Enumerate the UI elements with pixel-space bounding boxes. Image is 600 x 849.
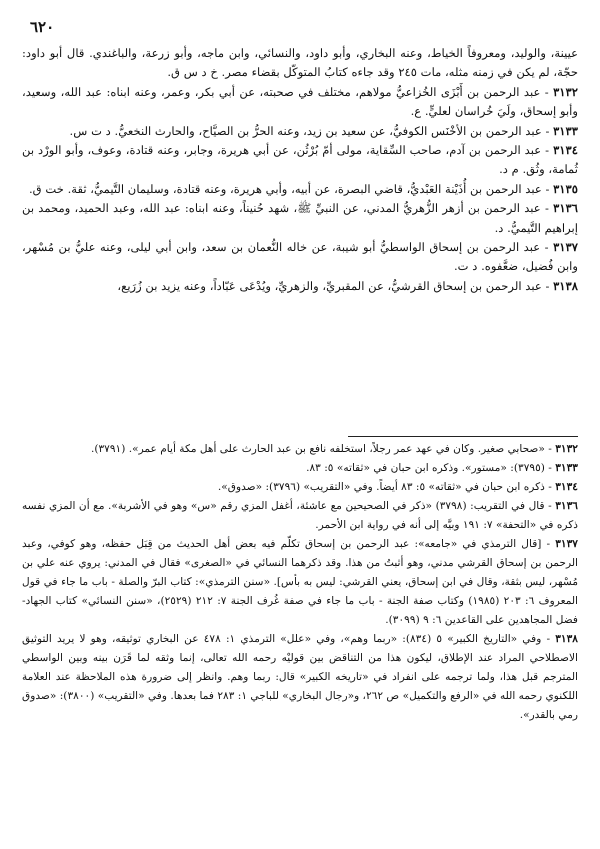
entry-text: عبد الرحمن بن إسحاق الواسطيُّ أبو شيبة، عن خاله النُّعمان بن سعد، وابن أبي ليلى، وعنه عليُّ بن مُسْهر، وابن فُضيل، ضعَّفوه. د ت. <box>22 240 578 274</box>
footnote-3138: ٣١٣٨ - وفي «التاريخ الكبير» ٥ (٨٣٤): «ربما وهم»، وفي «علل» الترمذي ١: ٤٧٨ عن البخاري توثيقه، وهو لا يريد التوثيق الاصطلاحي المراد عند الإطلاق، ليكون هذا من التناقض بين قوليْه رحمه الله تعالى، إنما وثقه لما قَرَن بينه وبين الواسطي المترجم قبل هذا، ولما ترجمه على انفراد في «تاريخه الكبير» قال: ربما وهم. وانظر إلى ضرورة هذه الملاحظة عند العلامة اللكنوي رحمه الله في «الرفع والتكميل» ص ٢٦٢، و«رجال البخاري» للباجي ١: ٢٨٣ فما بعدها. وفي «التقريب» (٣٨٠٠): «صدوق رمي بالقدر». <box>22 633 578 721</box>
footnote-3134: ٣١٣٤ - ذكره ابن حبان في «ثقاته» ٥: ٨٣ أيضاً. وفي «التقريب» (٣٧٩٦): «صدوق». <box>217 481 578 493</box>
entry-text: عبد الرحمن بن أُذَيْنة العَبْديُّ، قاضي البصرة، عن أبيه، وأبي هريرة، وعنه قتادة، وسليمان التَّيميُّ، ثقة. خت ق. <box>28 181 542 196</box>
footnote-text: (٣٧٩٥): «مستور». وذكره ابن حبان في «ثقاته» ٥: ٨٣. <box>306 462 545 474</box>
entry-3137: ٣١٣٧ - عبد الرحمن بن إسحاق الواسطيُّ أبو شيبة، عن خاله النُّعمان بن سعد، وابن أبي ليلى، وعنه عليُّ بن مُسْهر، وابن فُضيل، ضعَّفوه. د ت. <box>22 240 578 274</box>
footnote-number: ٣١٣٤ <box>555 481 578 493</box>
footnote-3137: ٣١٣٧ - [قال الترمذي في «جامعه»: عبد الرحمن بن إسحاق تكلّم فيه بعض أهل الحديث من قِبَل حفظه، وهو كوفي، وعبد الرحمن بن إسحاق القرشي مدني، وهو أثبتُ من هذا. وقد ذكرهما النسائي في «الصغرى» فقال في المدني: يروي عنه علي بن مُسْهر، ليس بثقة، وقال في ابن إسحاق، يعني القرشي: ليس به بأس]. «سنن الترمذي»: كتاب البرّ والصلة - باب ما جاء في قول المعروف ٦: ٢٠٣ (١٩٨٥) وكتاب صفة الجنة - باب ما جاء في صفة غُرف الجنة ٧: ٢١٢ (٢٥٢٩)، «سنن النسائي» كتاب الجهاد- فضل المجاهدين على القاعدين ٦: ٩ (٣٠٩٩). <box>22 538 578 626</box>
footnotes <box>22 440 578 725</box>
footnote-number: ٣١٣٢ <box>555 443 578 455</box>
footnote-3136: ٣١٣٦ - قال في التقريب: (٣٧٩٨) «ذكر في الصحيحين مع عاشئة، أغفل المزي رقم «س» وهو في الأشربة». مع أن المزي نفسه ذكره في «التحفة» ٧: ١٩١ وبيَّه إلى أنه في رواية ابن الأحمر. <box>22 500 578 531</box>
footnote-number: ٣١٣٣ <box>555 462 578 474</box>
entry-text: عبد الرحمن بن آدم، صاحب السِّقاية، مولى أمّ بُرْثُن، عن أبي هريرة، وجابر، وعنه قتادة، وعوف، وأبو الورْد بن ثُمامة، وثُق. م د. <box>22 143 578 177</box>
footnote-text: وفي «التاريخ الكبير» ٥ (٨٣٤): «ربما وهم»، وفي «علل» الترمذي ١: ٤٧٨ عن البخاري توثيقه، وهو لا يريد التوثيق الاصطلاحي المراد عند الإطلاق، ليكون هذا من التناقض بين قوليْه رحمه الله تعالى، إنما وثقه لما قَرَن بينه وبين الواسطي المترجم قبل هذا، ولما ترجمه على انفراد في «تاريخه الكبير» قال: ربما وهم. وانظر إلى ضرورة هذه الملاحظة عند العلامة اللكنوي رحمه الله في «الرفع والتكميل» ص ٢٦٢، و«رجال البخاري» للباجي ١: ٢٨٣ فما بعدها. وفي «التقريب» (٣٨٠٠): «صدوق رمي بالقدر». <box>22 633 578 721</box>
main-text <box>22 44 578 296</box>
entry-number: ٣١٣٤ <box>553 143 578 158</box>
entry-text: عبد الرحمن بن إسحاق القرشيُّ، عن المقبريِّ، والزهريِّ، ويُدْعَى عَبّاداً، وعنه يزيد بن زُرَيع، <box>117 278 542 293</box>
footnote-text: قال في التقريب: (٣٧٩٨) «ذكر في الصحيحين مع عاشئة، أغفل المزي رقم «س» وهو في الأشربة». مع أن المزي نفسه ذكره في «التحفة» ٧: ١٩١ وبيَّه إلى أنه في رواية ابن الأحمر. <box>22 500 578 531</box>
footnote-separator <box>348 436 578 437</box>
entry-3138: ٣١٣٨ - عبد الرحمن بن إسحاق القرشيُّ، عن المقبريِّ، والزهريِّ، ويُدْعَى عَبّاداً، وعنه يزيد بن زُرَيع، <box>117 278 578 293</box>
entry-text: عبد الرحمن بن الأخْنَس الكوفيُّ، عن سعيد بن زيد، وعنه الحرُّ بن الصيَّاح، والحارث النخعيُّ. د ت س. <box>69 123 542 138</box>
page-number: ٦٢٠ <box>30 18 55 36</box>
entry-number: ٣١٣٣ <box>553 123 578 138</box>
footnote-3132: ٣١٣٢ - «صحابي صغير. وكان في عهد عمر رجلاً، استخلفه نافع بن عبد الحارث على أهل مكة أيام عمر». (٣٧٩١). <box>90 443 578 455</box>
footnote-3133: ٣١٣٣ - (٣٧٩٥): «مستور». وذكره ابن حبان في «ثقاته» ٥: ٨٣. <box>306 462 578 474</box>
entry-number: ٣١٣٢ <box>553 84 578 99</box>
entry-text: عبد الرحمن بن أَبْزَى الخُزاعيُّ مولاهم، مختلف في صحبته، عن أبي بكر، وعمر، وعنه ابناه: عبد الله، وسعيد، وأبو إسحاق، ولَيَ خُراسان لعليٍّ. ع. <box>22 84 578 119</box>
entry-3135: ٣١٣٥ - عبد الرحمن بن أُذَيْنة العَبْديُّ، قاضي البصرة، عن أبيه، وأبي هريرة، وعنه قتادة، وسليمان التَّيميُّ، ثقة. خت ق. <box>28 181 578 196</box>
entry-3133: ٣١٣٣ - عبد الرحمن بن الأخْنَس الكوفيُّ، عن سعيد بن زيد، وعنه الحرُّ بن الصيَّاح، والحارث النخعيُّ. د ت س. <box>69 123 578 138</box>
footnote-number: ٣١٣٨ <box>555 633 578 645</box>
footnote-number: ٣١٣٧ <box>555 538 578 550</box>
entry-text: عيينة، والوليد، ومعروفاً الخياط، وعنه البخاري، وأبو داود، والنسائي، وابن ماجه، وأبو زرعة، والباغندي. قال أبو داود: حجّة، لم يكن في زمنه مثله، مات ٢٤٥ وقد جاءه كتابُ المتوكّل بقضاء مصر. خ د س ق. <box>22 46 578 80</box>
entry-number: ٣١٣٧ <box>553 240 578 255</box>
footnote-text: «صحابي صغير. وكان في عهد عمر رجلاً، استخلفه نافع بن عبد الحارث على أهل مكة أيام عمر». (٣٧٩١). <box>90 443 545 455</box>
entry-3136: ٣١٣٦ - عبد الرحمن بن أزهر الزُّهريُّ المدني، عن النبيِّ ﷺ، شهد حُنيناً، وعنه ابناه: عبد الله، وعبد الحميد، ومحمد بن إبراهيم التَّيميُّ. د. <box>22 201 579 235</box>
entry-continuation <box>22 44 578 83</box>
footnote-number: ٣١٣٦ <box>555 500 578 512</box>
entry-number: ٣١٣٦ <box>553 201 579 216</box>
footnote-text: [قال الترمذي في «جامعه»: عبد الرحمن بن إسحاق تكلّم فيه بعض أهل الحديث من قِبَل حفظه، وهو كوفي، وعبد الرحمن بن إسحاق القرشي مدني، وهو أثبتُ من هذا. وقد ذكرهما النسائي في «الصغرى» فقال في المدني: يروي عنه علي بن مُسْهر، ليس بثقة، وقال في ابن إسحاق، يعني القرشي: ليس به بأس]. «سنن الترمذي»: كتاب البرّ والصلة - باب ما جاء في قول المعروف ٦: ٢٠٣ (١٩٨٥) وكتاب صفة الجنة - باب ما جاء في صفة غُرف الجنة ٧: ٢١٢ (٢٥٢٩)، «سنن النسائي» كتاب الجهاد- فضل المجاهدين على القاعدين ٦: ٩ (٣٠٩٩). <box>22 538 578 626</box>
entry-number: ٣١٣٨ <box>553 278 578 293</box>
entry-number: ٣١٣٥ <box>553 181 578 196</box>
entry-3134: ٣١٣٤ - عبد الرحمن بن آدم، صاحب السِّقاية، مولى أمّ بُرْثُن، عن أبي هريرة، وجابر، وعنه قتادة، وعوف، وأبو الورْد بن ثُمامة، وثُق. م د. <box>22 143 578 177</box>
entry-text: عبد الرحمن بن أزهر الزُّهريُّ المدني، عن النبيِّ ﷺ، شهد حُنيناً، وعنه ابناه: عبد الله، وعبد الحميد، ومحمد بن إبراهيم التَّيميُّ. د. <box>22 201 578 235</box>
footnote-text: ذكره ابن حبان في «ثقاته» ٥: ٨٣ أيضاً. وفي «التقريب» (٣٧٩٦): «صدوق». <box>217 481 545 493</box>
entry-3132: ٣١٣٢ - عبد الرحمن بن أَبْزَى الخُزاعيُّ مولاهم، مختلف في صحبته، عن أبي بكر، وعمر، وعنه ابناه: عبد الله، وسعيد، وأبو إسحاق، ولَيَ خُراسان لعليٍّ. ع. <box>22 84 578 119</box>
